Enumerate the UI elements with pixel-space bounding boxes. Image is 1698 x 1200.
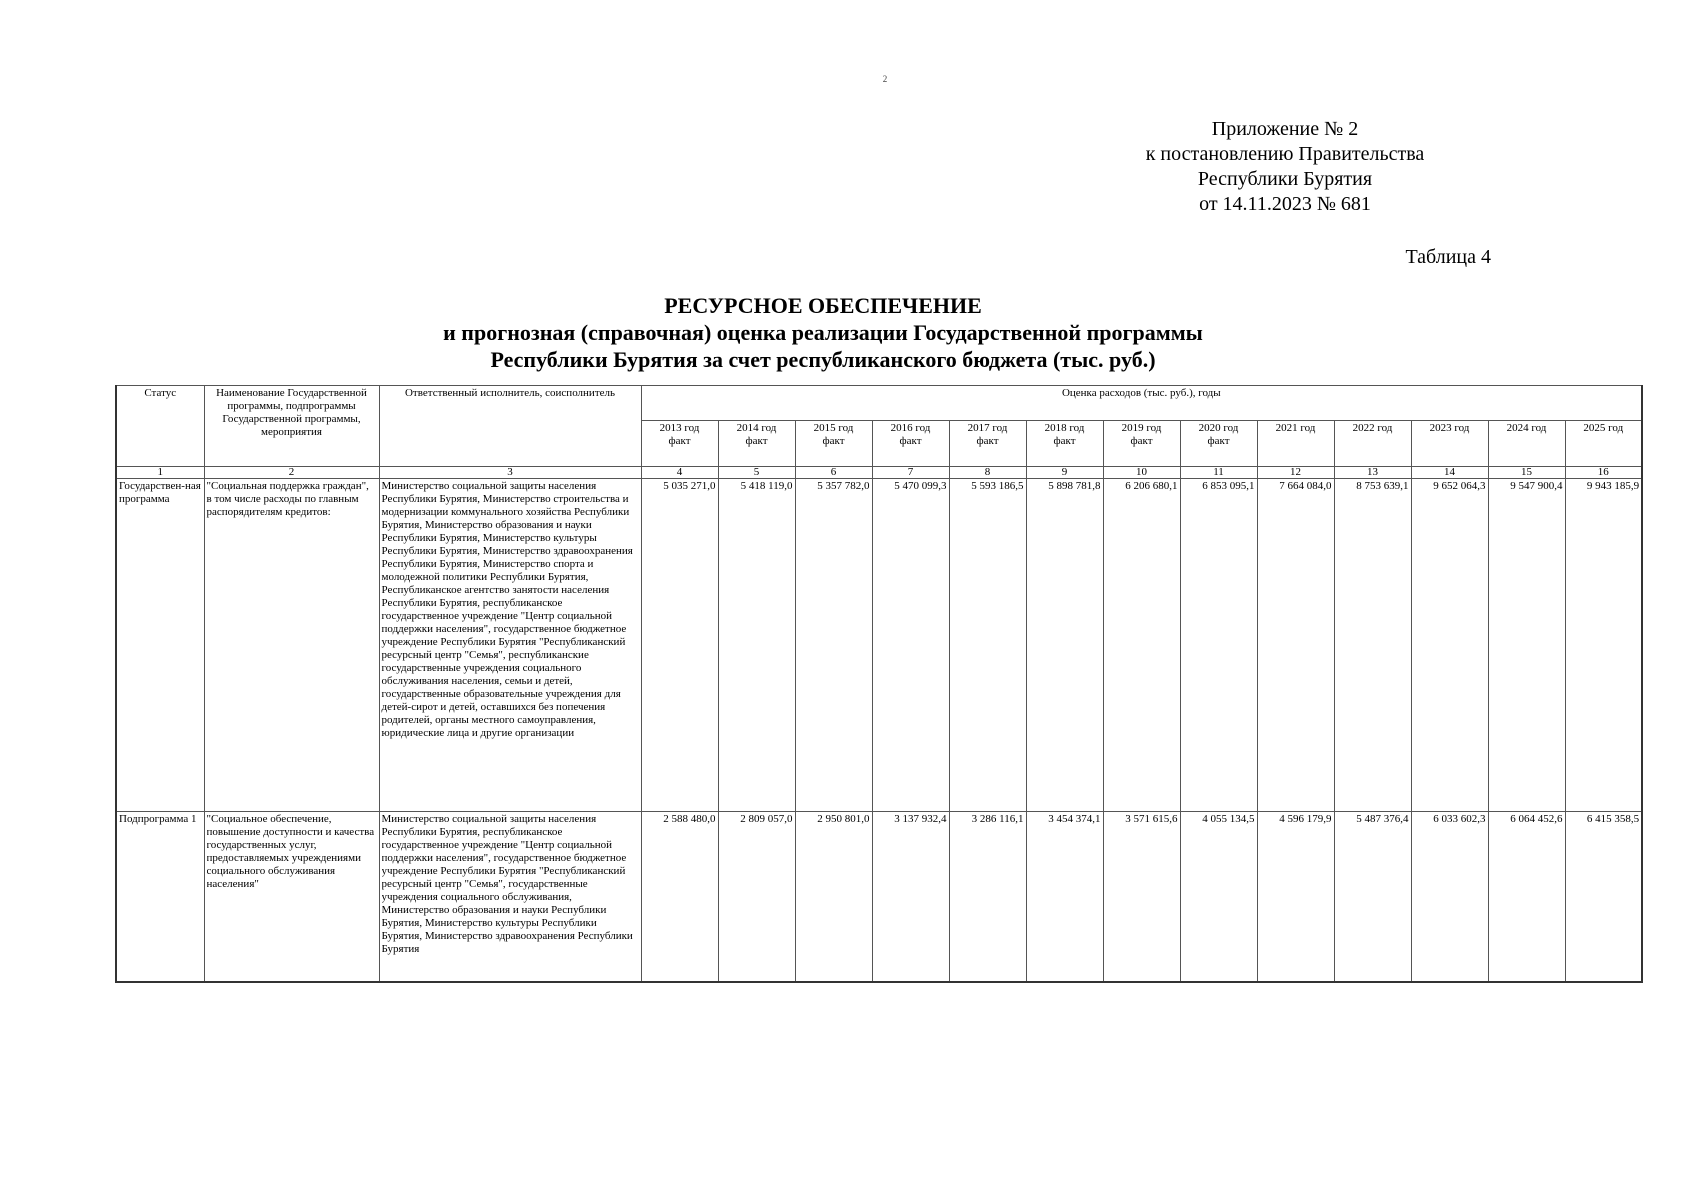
year-header [872, 421, 949, 467]
column-number: 11 [1180, 467, 1257, 479]
year-label: 2025 год [1583, 422, 1624, 434]
year-note: факт [668, 435, 691, 447]
appendix-line-2: к постановлению Правительства [1145, 143, 1425, 165]
year-label: 2019 год [1121, 422, 1162, 434]
row-value: 5 470 099,3 [872, 479, 949, 812]
year-header [1334, 421, 1411, 467]
year-note: факт [1130, 435, 1153, 447]
row-value: 9 943 185,9 [1565, 479, 1642, 812]
table-label: Таблица 4 [1405, 246, 1491, 268]
column-number: 5 [718, 467, 795, 479]
row-value: 5 035 271,0 [641, 479, 718, 812]
column-number: 4 [641, 467, 718, 479]
year-label: 2021 год [1275, 422, 1316, 434]
header-estimate: Оценка расходов (тыс. руб.), годы [641, 386, 1642, 421]
header-status: Статус [116, 386, 204, 467]
document-title [0, 292, 1646, 373]
row-value: 2 588 480,0 [641, 812, 718, 983]
year-label: 2020 год [1198, 422, 1239, 434]
year-note: факт [745, 435, 768, 447]
table-row [116, 479, 1642, 812]
column-number: 10 [1103, 467, 1180, 479]
row-value: 5 357 782,0 [795, 479, 872, 812]
year-label: 2018 год [1044, 422, 1085, 434]
header-name: Наименование Государственной программы, подпрограммы Государственной программы, мероприятия [204, 386, 379, 467]
year-label: 2017 год [967, 422, 1008, 434]
row-name-text: "Социальное обеспечение, повышение доступности и качества государственных услуг, предоставляемых учреждениями социального обслуживания населения" [206, 813, 375, 890]
row-value: 6 064 452,6 [1488, 812, 1565, 983]
column-number: 3 [379, 467, 641, 479]
year-header [1180, 421, 1257, 467]
year-header [1103, 421, 1180, 467]
row-status-text: Подпрограмма 1 [119, 813, 197, 825]
column-number: 2 [204, 467, 379, 479]
row-value: 8 753 639,1 [1334, 479, 1411, 812]
column-number: 12 [1257, 467, 1334, 479]
year-label: 2014 год [736, 422, 777, 434]
year-header [1565, 421, 1642, 467]
row-name-text: "Социальная поддержка граждан", в том числе расходы по главным распорядителям кредитов: [206, 480, 369, 518]
row-status-text: Государствен-ная программа [119, 480, 201, 505]
year-header [1257, 421, 1334, 467]
row-executor [379, 812, 641, 983]
table-row [116, 812, 1642, 983]
year-header [1411, 421, 1488, 467]
row-value: 3 571 615,6 [1103, 812, 1180, 983]
appendix-line-3: Республики Бурятия [1197, 168, 1373, 190]
row-value: 5 418 119,0 [718, 479, 795, 812]
year-header [718, 421, 795, 467]
year-header [1026, 421, 1103, 467]
year-header [949, 421, 1026, 467]
row-value: 3 454 374,1 [1026, 812, 1103, 983]
year-note: факт [822, 435, 845, 447]
row-value: 9 547 900,4 [1488, 479, 1565, 812]
year-label: 2024 год [1506, 422, 1547, 434]
row-value: 4 055 134,5 [1180, 812, 1257, 983]
column-number: 14 [1411, 467, 1488, 479]
row-value: 6 206 680,1 [1103, 479, 1180, 812]
row-executor-text: Министерство социальной защиты населения Республики Бурятия, республиканское государственное учреждение "Центр социальной поддержки населения", государственное бюджетное учреждение Республики Бурятия "Республиканский ресурсный центр "Семья", государственные учреждения социального обслуживания, Министерство образования и науки Республики Бурятия, Министерство культуры Республики Бурятия, Министерство здравоохранения Республики Бурятия [381, 813, 633, 955]
title-line-2: и прогнозная (справочная) оценка реализации Государственной программы [443, 320, 1203, 345]
row-value: 6 033 602,3 [1411, 812, 1488, 983]
row-value: 5 593 186,5 [949, 479, 1026, 812]
title-line-1: РЕСУРСНОЕ ОБЕСПЕЧЕНИЕ [664, 293, 982, 318]
page-number: 2 [882, 74, 888, 84]
row-value: 2 809 057,0 [718, 812, 795, 983]
year-note: факт [976, 435, 999, 447]
row-value: 5 487 376,4 [1334, 812, 1411, 983]
column-number: 1 [116, 467, 204, 479]
year-note: факт [1053, 435, 1076, 447]
title-line-3: Республики Бурятия за счет республиканского бюджета (тыс. руб.) [490, 347, 1156, 372]
year-label: 2015 год [813, 422, 854, 434]
row-value: 6 415 358,5 [1565, 812, 1642, 983]
row-value: 9 652 064,3 [1411, 479, 1488, 812]
year-header [795, 421, 872, 467]
row-status [116, 479, 204, 812]
table-body [116, 479, 1642, 983]
header-executor: Ответственный исполнитель, соисполнитель [379, 386, 641, 467]
year-header [641, 421, 718, 467]
year-header [1488, 421, 1565, 467]
row-value: 7 664 084,0 [1257, 479, 1334, 812]
year-label: 2013 год [659, 422, 700, 434]
row-value: 5 898 781,8 [1026, 479, 1103, 812]
year-note: факт [899, 435, 922, 447]
appendix-block [1125, 117, 1445, 217]
row-executor [379, 479, 641, 812]
header-row [116, 386, 1642, 421]
column-number: 9 [1026, 467, 1103, 479]
row-executor-text: Министерство социальной защиты населения Республики Бурятия, Министерство строительства и модернизации коммунального хозяйства Республики Бурятия, Министерство образования и науки Республики Бурятия, Министерство культуры Республики Бурятия, Министерство здравоохранения Республики Бурятия, Министерство спорта и молодежной политики Республики Бурятия, Республиканское агентство занятости населения Республики Бурятия, республиканское государственное учреждение "Центр социальной поддержки населения", государственное бюджетное учреждение Республики Бурятия "Республиканский ресурсный центр "Семья", республиканские государственные учреждения социального обслуживания населения, семьи и детей, государственные образовательные учреждения для детей-сирот и детей, оставшихся без попечения родителей, органы местного самоуправления, юридические лица и другие организации [381, 480, 633, 739]
column-number: 6 [795, 467, 872, 479]
year-label: 2022 год [1352, 422, 1393, 434]
row-value: 3 286 116,1 [949, 812, 1026, 983]
appendix-line-4: от 14.11.2023 № 681 [1199, 193, 1371, 215]
year-label: 2023 год [1429, 422, 1470, 434]
row-value: 4 596 179,9 [1257, 812, 1334, 983]
row-status [116, 812, 204, 983]
column-number: 8 [949, 467, 1026, 479]
appendix-line-1: Приложение № 2 [1211, 118, 1359, 140]
row-name [204, 812, 379, 983]
column-number: 7 [872, 467, 949, 479]
column-number: 16 [1565, 467, 1642, 479]
year-label: 2016 год [890, 422, 931, 434]
resource-table [115, 385, 1643, 983]
column-numbers-row [116, 467, 1642, 479]
row-value: 2 950 801,0 [795, 812, 872, 983]
column-number: 15 [1488, 467, 1565, 479]
row-name [204, 479, 379, 812]
row-value: 3 137 932,4 [872, 812, 949, 983]
column-number: 13 [1334, 467, 1411, 479]
year-note: факт [1207, 435, 1230, 447]
row-value: 6 853 095,1 [1180, 479, 1257, 812]
